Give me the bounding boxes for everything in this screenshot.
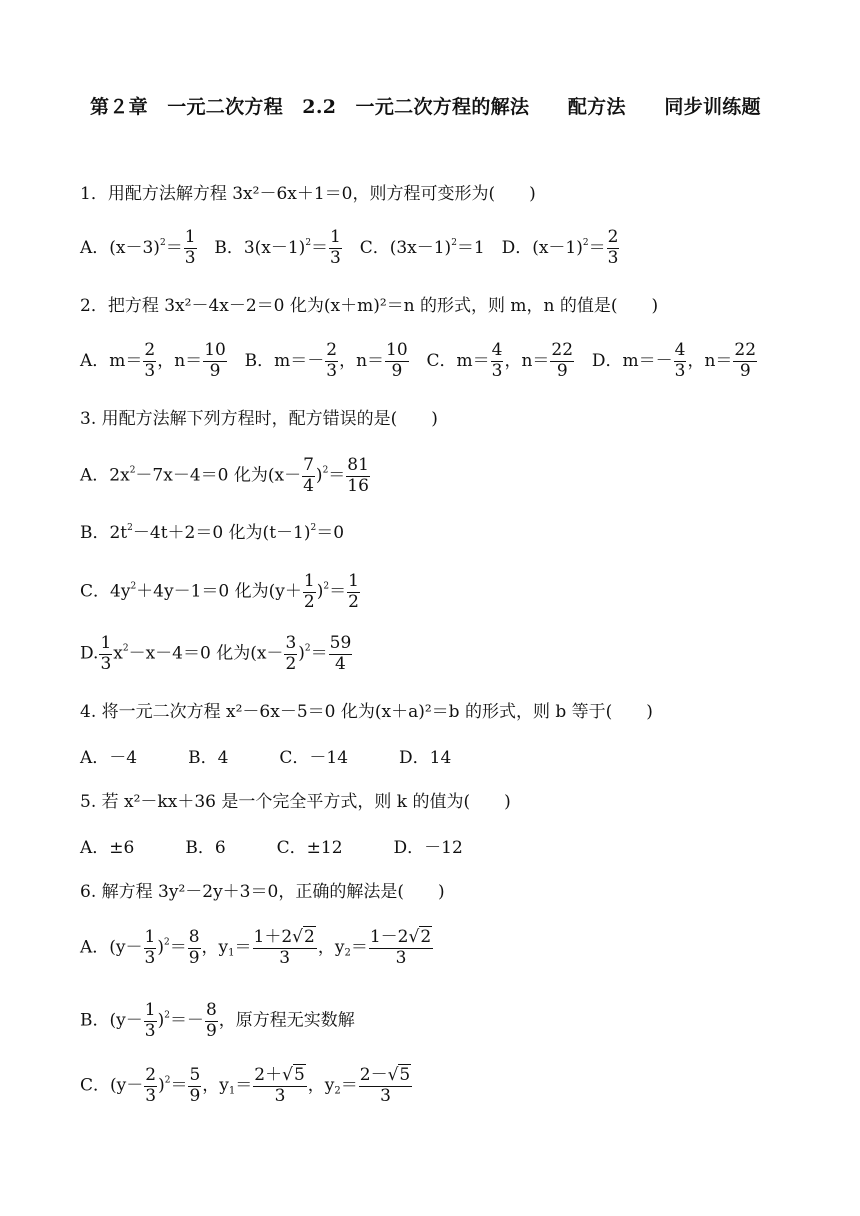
option-a: A．m＝ $\frac{2}{3}$ ，n＝ $\frac{10}{9}$	[80, 340, 226, 381]
option-d: D．m＝－ $\frac{4}{3}$ ，n＝ $\frac{22}{9}$	[591, 340, 757, 381]
question-5-options: A．±6 B．6 C．±12 D．－12	[80, 838, 463, 858]
question-6-stem: 6. 解方程 3y²－2y＋3＝0，正确的解法是( )	[80, 882, 445, 902]
question-6-option-c: C．(y－ $\frac{2}{3}$ )$^2$＝ $\frac{5}{9}$ ，$y_1=$ $\frac{2+√5}{3}$ ，$y_2=$ $\frac{2-√5}{3}$	[80, 1065, 411, 1106]
question-2-stem: 2．把方程 3x²－4x－2＝0 化为(x＋m)²＝n 的形式，则 m，n 的值是( )	[80, 296, 659, 316]
question-3-option-b: B．$2t^2-4t+2=0$ 化为$(t-1)^2=0$	[80, 523, 345, 543]
question-4-options: A．－4 B．4 C．－14 D．14	[80, 748, 452, 768]
question-6-option-b: B．(y－ $\frac{1}{3}$ )$^2$＝－ $\frac{8}{9}$ ，原方程无实数解	[80, 1000, 355, 1041]
option-b: B．$3(x-1)^2=$ $\frac{1}{3}$	[214, 227, 341, 268]
fraction: $\frac{1}{3}$	[330, 227, 341, 268]
page-title: 第２章 一元二次方程 2.2 一元二次方程的解法 配方法 同步训练题	[90, 96, 761, 118]
option-c: C．$(3x-1)^2=1$	[359, 237, 485, 258]
question-2-options	[80, 341, 758, 381]
question-6-option-a: A．(y－ $\frac{1}{3}$ )$^2$＝ $\frac{8}{9}$ ，$y_1=$ $\frac{1+2√2}{3}$ ，$y_2=$ $\frac{1-2√2}{3}$	[80, 927, 432, 968]
question-5-stem: 5. 若 x²－kx＋36 是一个完全平方式，则 k 的值为( )	[80, 792, 511, 812]
option-a: A．$(x-3)^2=$ $\frac{1}{3}$	[80, 227, 196, 268]
question-3-option-a: A．$2x^2-7x-4=0$ 化为(x－ $\frac{7}{4}$ )$^2$＝ $\frac{81}{16}$	[80, 455, 369, 496]
question-3-option-c: C．$4y^2+4y-1=0$ 化为(y＋ $\frac{1}{2}$ )$^2$＝ $\frac{1}{2}$	[80, 571, 359, 612]
fraction: $\frac{2}{3}$	[607, 227, 619, 268]
option-c: C．m＝ $\frac{4}{3}$ ，n＝ $\frac{22}{9}$	[426, 340, 574, 381]
question-4-stem: 4. 将一元二次方程 x²－6x－5＝0 化为(x＋a)²＝b 的形式，则 b 等于( )	[80, 702, 653, 722]
fraction: $\frac{1}{3}$	[184, 227, 196, 268]
question-1-options	[80, 228, 620, 268]
option-b: B．m＝－ $\frac{2}{3}$ ，n＝ $\frac{10}{9}$	[244, 340, 408, 381]
question-3-stem: 3. 用配方法解下列方程时，配方错误的是( )	[80, 409, 438, 429]
option-d: D．$(x-1)^2=$ $\frac{2}{3}$	[501, 227, 619, 268]
question-1-stem: 1．用配方法解方程 3x²－6x＋1＝0，则方程可变形为( )	[80, 184, 536, 204]
question-3-option-d: D. $\frac{1}{3}$ $x^2-x-4=0$ 化为(x－ $\frac{3}{2}$ )$^2$＝ $\frac{59}{4}$	[80, 633, 352, 674]
